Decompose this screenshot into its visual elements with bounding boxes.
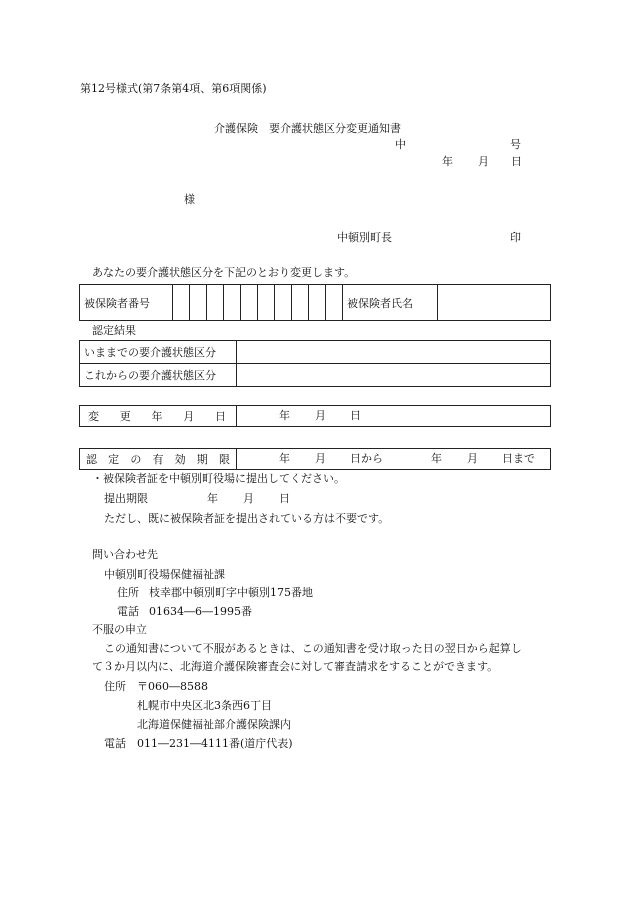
exception-note: ただし、既に被保険者証を提出されている方は不要です。 — [104, 512, 390, 525]
digit-box — [309, 285, 326, 321]
label-char: 日 — [215, 410, 226, 423]
inquiry-heading: 問い合わせ先 — [92, 548, 158, 561]
label-char: 定 — [108, 453, 120, 466]
label-char: 更 — [119, 410, 131, 423]
label-char: 認 — [86, 453, 97, 466]
seal-mark: 印 — [510, 231, 521, 244]
label-char: 効 — [174, 453, 186, 466]
label-char: 年 — [151, 410, 163, 423]
from-month: 月 — [315, 452, 326, 465]
appeal-address1: 札幌市中央区北3条西6丁目 — [137, 699, 272, 712]
appeal-address2: 北海道保健福祉部介護保険課内 — [137, 718, 291, 731]
inquiry-phone: 01634―6―1995番 — [149, 605, 252, 618]
new-level-label: これからの要介護状態区分 — [80, 364, 237, 387]
appeal-postal: 〒060―8588 — [137, 680, 208, 693]
label-char: 有 — [152, 453, 164, 466]
label-char: 変 — [88, 410, 99, 423]
to-day: 日まで — [502, 452, 535, 465]
care-level-table — [79, 340, 551, 387]
issue-no-prefix: 中 — [395, 138, 406, 151]
appeal-address-label: 住所 — [104, 680, 126, 693]
appeal-text-line1: この通知書について不服があるときは、この通知書を受け取った日の翌日から起算し — [104, 642, 522, 655]
validity-label — [80, 449, 237, 470]
previous-level-value — [237, 341, 551, 364]
change-month: 月 — [315, 409, 326, 422]
inquiry-office: 中頓別町役場保健福祉課 — [104, 568, 225, 581]
digit-box — [241, 285, 258, 321]
new-level-value — [237, 364, 551, 387]
digit-box — [292, 285, 309, 321]
to-month: 月 — [467, 452, 478, 465]
issue-no-suffix: 号 — [510, 138, 521, 151]
insured-name-value — [438, 285, 551, 321]
change-day: 日 — [350, 409, 361, 422]
appeal-heading: 不服の申立 — [92, 623, 147, 636]
deadline-label: 提出期限 — [104, 492, 148, 505]
date-day: 日 — [511, 155, 522, 168]
label-char: 期 — [196, 453, 208, 466]
label-char: 限 — [218, 453, 230, 466]
previous-level-label: いままでの要介護状態区分 — [80, 341, 237, 364]
digit-box — [173, 285, 190, 321]
change-date-table — [79, 405, 551, 427]
validity-table — [79, 448, 551, 470]
to-year: 年 — [431, 452, 442, 465]
inquiry-address: 枝幸郡中頓別町字中頓別175番地 — [149, 586, 313, 599]
insured-name-label: 被保険者氏名 — [343, 285, 438, 321]
issuer-name: 中頓別町長 — [337, 231, 392, 244]
date-month: 月 — [478, 155, 489, 168]
validity-value — [237, 449, 551, 470]
label-char: の — [130, 453, 142, 466]
appeal-phone: 011―231―4111番(道庁代表) — [137, 737, 293, 750]
label-char: 月 — [183, 410, 195, 423]
digit-box — [224, 285, 241, 321]
document-title: 介護保険 要介護状態区分変更通知書 — [214, 122, 401, 135]
from-day: 日から — [350, 452, 383, 465]
digit-box — [258, 285, 275, 321]
addressee-suffix: 様 — [184, 193, 195, 206]
date-year: 年 — [442, 155, 453, 168]
cert-result-heading: 認定結果 — [92, 324, 136, 337]
form-number: 第12号様式(第7条第4項、第6項関係) — [80, 82, 267, 95]
inquiry-phone-label: 電話 — [117, 605, 139, 618]
digit-box — [275, 285, 292, 321]
deadline-year: 年 — [207, 492, 218, 505]
appeal-phone-label: 電話 — [104, 737, 126, 750]
from-year: 年 — [279, 452, 290, 465]
inquiry-address-label: 住所 — [117, 586, 139, 599]
deadline-month: 月 — [243, 492, 254, 505]
change-year: 年 — [279, 409, 290, 422]
change-date-label — [80, 406, 237, 427]
digit-box — [190, 285, 207, 321]
submit-notice: ・被保険者証を中頓別町役場に提出してください。 — [92, 472, 345, 485]
change-date-value — [237, 406, 551, 427]
intro-text: あなたの要介護状態区分を下記のとおり変更します。 — [92, 266, 356, 279]
deadline-day: 日 — [279, 492, 290, 505]
appeal-text-line2: て３か月以内に、北海道介護保険審査会に対して審査請求をすることができます。 — [92, 660, 499, 673]
insured-number-label: 被保険者番号 — [80, 285, 173, 321]
digit-box — [207, 285, 224, 321]
digit-box — [326, 285, 343, 321]
insured-table — [79, 284, 551, 321]
